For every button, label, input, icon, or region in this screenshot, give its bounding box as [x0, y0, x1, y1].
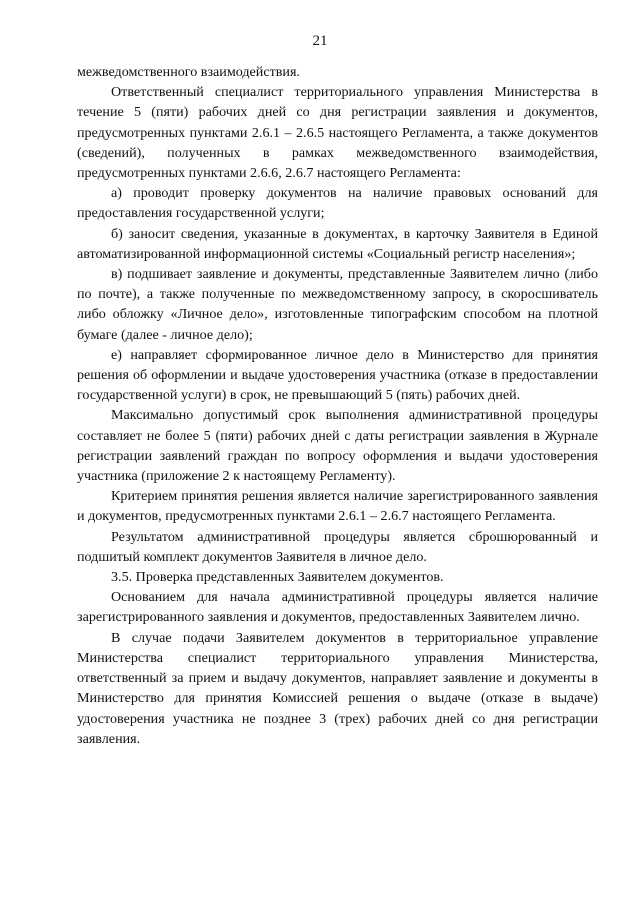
paragraph-item-b: б) заносит сведения, указанные в документах, в карточку Заявителя в Единой автоматизированной информационной системы «Социальный регистр населения»; [77, 225, 598, 262]
paragraph-responsible-specialist: Ответственный специалист территориального управления Министерства в течение 5 (пяти) рабочих дней со дня регистрации заявления и документов, предусмотренных пунктами 2.6.1 – 2.6.5 настоящего Регламента, а также документов (сведений), полученных в рамках межведомственного взаимодействия, предусмотренных пунктами 2.6.6, 2.6.7 настоящего Регламента: [77, 84, 598, 182]
paragraph-criterion: Критерием принятия решения является наличие зарегистрированного заявления и документов, предусмотренных пунктами 2.6.1 – 2.6.7 настоящего Регламента. [77, 488, 598, 525]
section-heading-3-5: 3.5. Проверка представленных Заявителем документов. [111, 569, 444, 586]
paragraph-max-term: Максимально допустимый срок выполнения административной процедуры составляет не более 5 (пяти) рабочих дней с даты регистрации заявления в Журнале регистрации заявлений граждан по вопросу оформления и выдачи удостоверения участника (приложение 2 к настоящему Регламенту). [77, 407, 598, 485]
paragraph-item-e: е) направляет сформированное личное дело в Министерство для принятия решения об оформлении и выдаче удостоверения участника (отказе в предоставлении государственной услуги) в срок, не превышающий 5 (пять) рабочих дней. [77, 346, 598, 404]
document-body [77, 62, 598, 749]
paragraph-result: Результатом административной процедуры является сброшюрованный и подшитый комплект документов Заявителя в личное дело. [77, 528, 598, 565]
paragraph-item-a: а) проводит проверку документов на наличие правовых оснований для предоставления государственной услуги; [77, 185, 598, 222]
paragraph-submission-case: В случае подачи Заявителем документов в территориальное управление Министерства специалист территориального управления Министерства, ответственный за прием и выдачу документов, направляет заявление и документы в Министерство для принятия Комиссией решения о выдаче (отказе в выдаче) удостоверения участника не позднее 3 (трех) рабочих дней со дня регистрации заявления. [77, 629, 598, 747]
paragraph-continuation: межведомственного взаимодействия. [77, 64, 300, 80]
paragraph-item-v: в) подшивает заявление и документы, представленные Заявителем лично (либо по почте), а также полученные по межведомственному запросу, в скоросшиватель либо обложку «Личное дело», изготовленные типографским способом на плотной бумаге (далее - личное дело); [77, 266, 598, 343]
paragraph-basis: Основанием для начала административной процедуры является наличие зарегистрированного заявления и документов, предоставленных Заявителем лично. [77, 589, 598, 626]
page-number: 21 [312, 33, 328, 49]
